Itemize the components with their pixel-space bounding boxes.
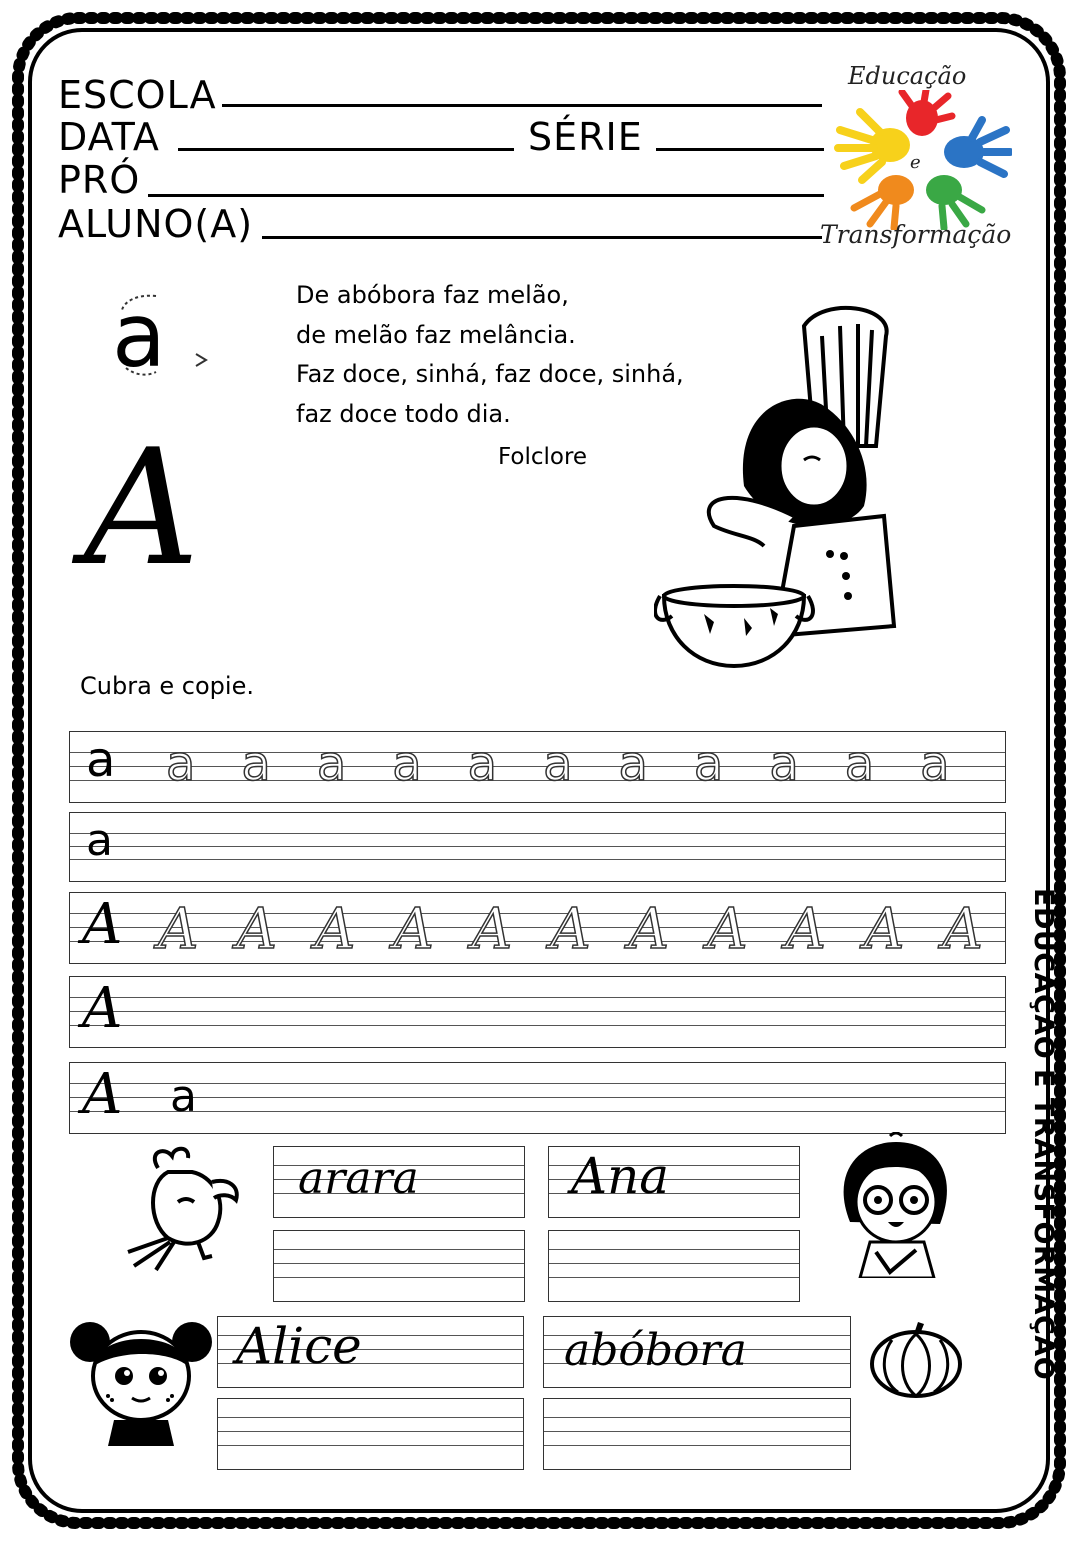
school-line[interactable]	[222, 104, 822, 107]
uppercase-letter-model: A	[84, 414, 200, 601]
answer-box-abobora[interactable]	[543, 1398, 851, 1470]
instruction-text: Cubra e copie.	[80, 672, 254, 700]
dotted-letter-row: aaaaaaaaaaa	[166, 736, 996, 792]
poem-author: Folclore	[498, 444, 588, 470]
poem-line: Faz doce, sinhá, faz doce, sinhá,	[296, 360, 684, 388]
word-box-arara[interactable]	[273, 1146, 525, 1218]
practice-row-5[interactable]	[69, 1062, 1006, 1134]
poem-line: De abóbora faz melão,	[296, 281, 569, 309]
teacher-line[interactable]	[148, 194, 824, 197]
dotted-letter-row: AAAAAAAAAAA	[158, 897, 1021, 962]
handprints-logo-icon	[832, 90, 1012, 230]
grade-line[interactable]	[656, 148, 824, 151]
row-model-letter-lowercase: a	[170, 1071, 197, 1122]
word-box-ana[interactable]	[548, 1146, 800, 1218]
row-model-letter: A	[82, 1062, 123, 1127]
chef-cooking-illustration-icon	[654, 296, 904, 676]
answer-box-arara[interactable]	[273, 1230, 525, 1302]
student-label: ALUNO(A)	[58, 202, 254, 246]
word-ana: Ana	[571, 1147, 670, 1205]
logo-conjunction: e	[910, 152, 921, 173]
word-box-abobora[interactable]	[543, 1316, 851, 1388]
date-line[interactable]	[178, 148, 514, 151]
practice-row-1[interactable]	[69, 731, 1006, 803]
row-model-letter: A	[82, 976, 123, 1041]
grade-label: SÉRIE	[528, 115, 643, 159]
row-model-letter: a	[86, 815, 113, 866]
row-model-letter: A	[82, 892, 123, 957]
date-label: DATA	[58, 115, 160, 159]
word-arara: arara	[298, 1153, 419, 1204]
logo-subtitle: Transformação	[820, 220, 1012, 249]
poem-line: faz doce todo dia.	[296, 399, 511, 428]
word-box-alice[interactable]	[217, 1316, 524, 1388]
answer-box-alice[interactable]	[217, 1398, 524, 1470]
pumpkin-illustration-icon	[868, 1320, 964, 1400]
answer-box-ana[interactable]	[548, 1230, 800, 1302]
practice-row-2[interactable]	[69, 812, 1006, 882]
side-brand-text: EDUCAÇÃO E TRANSFORMAÇÃO	[1028, 888, 1059, 1381]
lowercase-letter-model: a	[112, 284, 166, 387]
logo-title: Educação	[848, 62, 967, 90]
teacher-label: PRÓ	[58, 158, 141, 202]
school-label: ESCOLA	[58, 73, 217, 117]
poem	[296, 276, 684, 434]
girl-with-glasses-illustration-icon	[830, 1132, 960, 1278]
student-line[interactable]	[262, 236, 822, 239]
practice-row-3[interactable]	[69, 892, 1021, 964]
word-alice: Alice	[236, 1317, 362, 1375]
word-abobora: abóbora	[564, 1325, 747, 1376]
parrot-illustration-icon	[108, 1142, 248, 1272]
row-model-letter: a	[86, 732, 116, 788]
practice-row-4[interactable]	[69, 976, 1006, 1048]
stroke-direction-arrows-icon	[96, 284, 216, 388]
girl-with-pigtails-illustration-icon	[68, 1310, 214, 1446]
poem-line: de melão faz melância.	[296, 320, 576, 349]
